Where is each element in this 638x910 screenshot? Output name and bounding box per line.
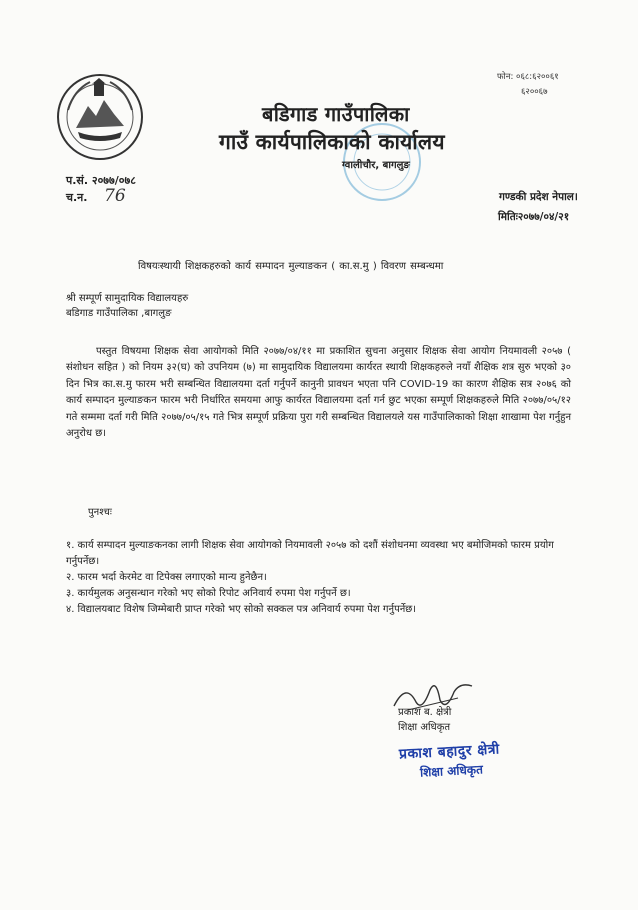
postscript-label: पुनश्चः [88, 507, 112, 518]
government-emblem [54, 70, 146, 164]
note-item: १. कार्य सम्पादन मुल्याङकनका लागी शिक्षक सेवा आयोगको नियमावली २०५७ को दशौं संशोधनमा व्यवस्था भए बमोजिमको फारम प्रयोग गर्नुपर्नेछ। [66, 540, 554, 567]
signatory-stamp-title: शिक्षा अधिकृत [419, 762, 484, 780]
letter-subject: विषयःस्थायी शिक्षकहरुको कार्य सम्पादन मुल्याङकन ( का.स.मु ) विवरण सम्बन्धमा [138, 261, 444, 272]
signatory-title: शिक्षा अधिकृत [398, 722, 451, 733]
office-title-line-1: बडिगाड गाउँपालिका [262, 102, 410, 126]
addressee-line-1: श्री सम्पूर्ण सामुदायिक विद्यालयहरु [66, 293, 189, 304]
letter-body: पस्तुत विषयमा शिक्षक सेवा आयोगको मिति २०७७/०४/११ मा प्रकाशित सुचना अनुसार शिक्षक सेवा आयोग नियमावली २०५७ ( संशोधन सहित ) को नियम ३२(घ) को उपनियम (७) मा सामुदायिक विद्यालयमा कार्यरत स्थायी शिक्षकहरुले नयाँ शैक्षिक शत्र सुरु भएको ३० दिन भित्र का.स.मु फारम भरी सम्बन्धित विद्यालयमा दर्ता गर्नुपर्ने कानुनी प्रावधन भएता पनि COVID-19 का कारण शैक्षिक सत्र २०७६ को कार्य सम्पादन मुल्याङकन फारम भरी निर्धारित समयमा आफु कार्यरत विद्यालयमा दर्ता गर्न छुट भएका सम्पूर्ण शिक्षकहरुले मिति २०७७/०५/१२ गते सम्ममा दर्ता गरी मिति २०७७/०५/१५ गते भित्र सम्पूर्ण प्रक्रिया पुरा गरी सम्बन्धित विद्यालयले यस गाउँपालिकाको शिक्षा शाखामा पेश गर्नुहुन अनुरोध छ। [66, 346, 571, 440]
addressee [66, 291, 188, 321]
note-item: २. फारम भर्दा केरमेट वा टिपेक्स लगाएको मान्य हुनेछैन। [66, 572, 267, 583]
note-item: ३. कार्यमुलक अनुसन्धान गरेको भए सोको रिपोट अनिवार्य रुपमा पेश गर्नुपर्ने छ। [66, 588, 351, 599]
note-item: ४. विद्यालयबाट विशेष जिम्मेबारी प्राप्त गरेको भए सोको सक्कल पत्र अनिवार्य रुपमा पेश गर्नुपर्नेछ। [66, 604, 417, 615]
patra-sankhya: प.सं. २०७७/०७८ [66, 174, 136, 187]
signatory-name: प्रकाश ब. क्षेत्री [398, 707, 452, 718]
chalani-number-label: च.न. [66, 191, 88, 204]
office-title-line-2: गाउँ कार्यपालिकाको कार्यालय [219, 130, 445, 154]
letter-date: मितिः२०७७/०४/२१ [498, 211, 570, 223]
addressee-line-2: बडिगाड गाउँपालिका ,बागलुङ [66, 308, 172, 319]
signatory-stamp-name: प्रकाश बहादुर क्षेत्री [398, 741, 501, 763]
chalani-number-handwritten: 76 [104, 186, 126, 206]
phone-numbers [497, 70, 559, 100]
province-label: गण्डकी प्रदेश नेपाल। [499, 191, 578, 203]
notes-list [66, 538, 586, 618]
phone-line-2: ६२००६७ [521, 87, 548, 97]
office-location: ग्वालीचौर, बागलुङ [342, 160, 410, 171]
phone-line-1: फोन: ०६८:६२००६१ [497, 72, 559, 82]
